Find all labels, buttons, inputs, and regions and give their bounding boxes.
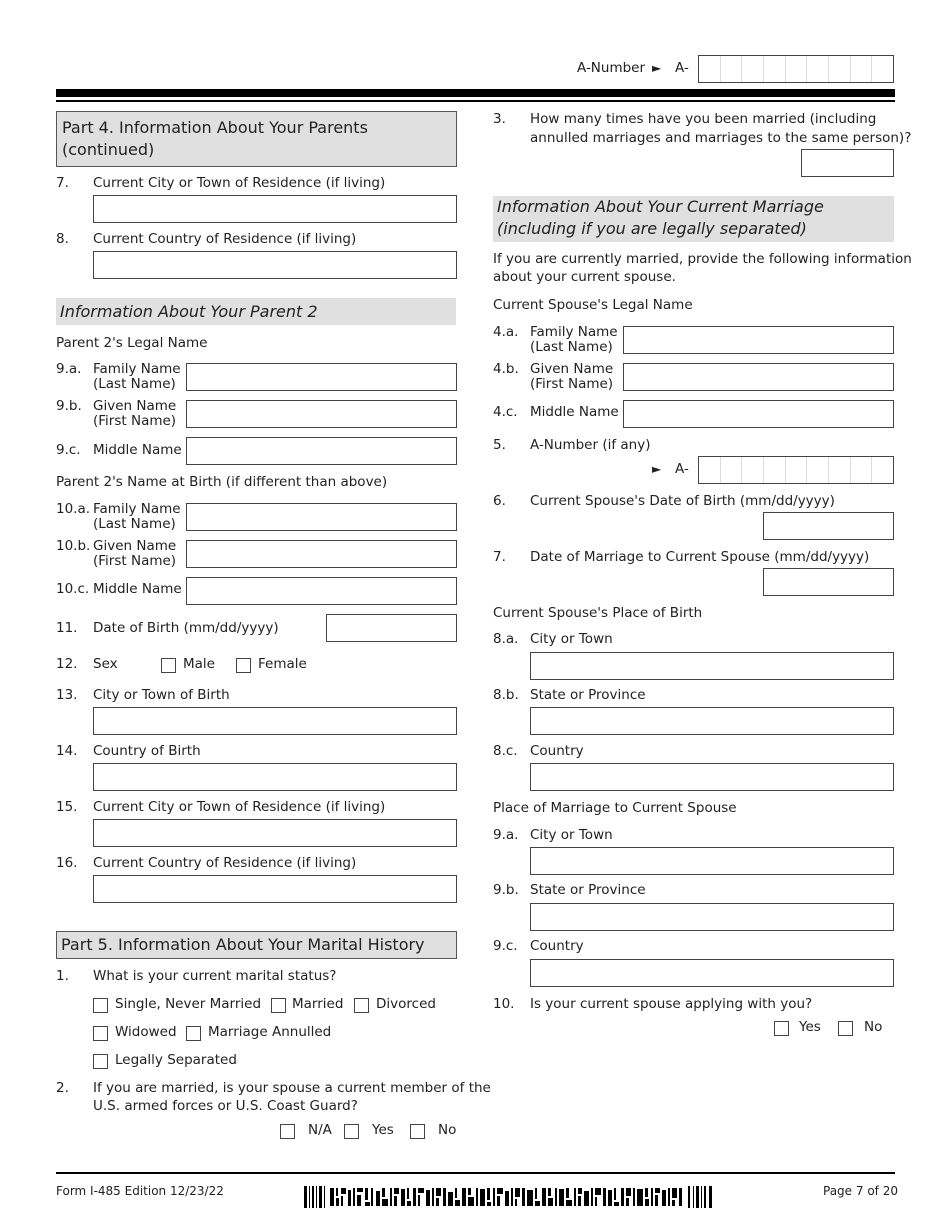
status-single-label: Single, Never Married bbox=[115, 996, 262, 1012]
current-marriage-title: Information About Your Current Marriage bbox=[497, 197, 824, 216]
r-q3-label: How many times have you been married (including bbox=[530, 111, 877, 127]
page-number: Page 7 of 20 bbox=[823, 1184, 898, 1198]
r-q9b-number: 9.b. bbox=[493, 882, 519, 898]
r-q9a-label: City or Town bbox=[530, 827, 613, 843]
q13-number: 13. bbox=[56, 687, 78, 703]
status-separated-label: Legally Separated bbox=[115, 1052, 237, 1068]
armed-forces-na-label: N/A bbox=[308, 1122, 332, 1138]
status-single-checkbox[interactable] bbox=[93, 998, 108, 1013]
armed-forces-yes-label: Yes bbox=[372, 1122, 394, 1138]
q9a-number: 9.a. bbox=[56, 361, 82, 377]
q10c-number: 10.c. bbox=[56, 581, 90, 597]
spouse-a-number-prefix: A- bbox=[675, 461, 689, 477]
q10a-number: 10.a. bbox=[56, 501, 91, 517]
r-q7-label: Date of Marriage to Current Spouse (mm/dd/yyyy) bbox=[530, 549, 870, 565]
q9b-sublabel: (First Name) bbox=[93, 413, 177, 429]
r-q8c-label: Country bbox=[530, 743, 584, 759]
spouse-middle-name-input[interactable] bbox=[623, 400, 894, 428]
parent2-legal-name-label: Parent 2's Legal Name bbox=[56, 335, 208, 351]
part5-header: Part 5. Information About Your Marital History bbox=[56, 931, 457, 959]
status-divorced-label: Divorced bbox=[376, 996, 436, 1012]
spouse-applying-no-checkbox[interactable] bbox=[838, 1021, 853, 1036]
barcode-image bbox=[304, 1186, 714, 1208]
spouse-applying-yes-checkbox[interactable] bbox=[774, 1021, 789, 1036]
status-married-checkbox[interactable] bbox=[271, 998, 286, 1013]
status-divorced-checkbox[interactable] bbox=[354, 998, 369, 1013]
r-q9a-number: 9.a. bbox=[493, 827, 519, 843]
p5q2-number: 2. bbox=[56, 1080, 69, 1096]
parent2-residence-country-input[interactable] bbox=[93, 251, 457, 279]
barcode-graphic bbox=[304, 1186, 714, 1208]
r-q8b-label: State or Province bbox=[530, 687, 646, 703]
birth-name-label: Parent 2's Name at Birth (if different than above) bbox=[56, 474, 388, 490]
parent2-residence-city-input[interactable] bbox=[93, 195, 457, 223]
spouse-birth-state-input[interactable] bbox=[530, 707, 894, 735]
q12-number: 12. bbox=[56, 656, 78, 672]
q10b-label: Given Name bbox=[93, 538, 177, 554]
r-q8c-number: 8.c. bbox=[493, 743, 518, 759]
q11-label: Date of Birth (mm/dd/yyyy) bbox=[93, 620, 279, 636]
r-q9b-label: State or Province bbox=[530, 882, 646, 898]
parent2-family-name-input[interactable] bbox=[186, 363, 457, 391]
spouse-a-number-arrow-icon: ► bbox=[652, 462, 662, 476]
q9b-number: 9.b. bbox=[56, 398, 82, 414]
p5q2-label: If you are married, is your spouse a current member of the bbox=[93, 1080, 491, 1096]
spouse-given-name-input[interactable] bbox=[623, 363, 894, 391]
spouse-a-number-input[interactable] bbox=[698, 456, 894, 484]
spouse-birth-city-input[interactable] bbox=[530, 652, 894, 680]
a-number-input[interactable] bbox=[698, 55, 894, 83]
parent2-dob-input[interactable] bbox=[326, 614, 457, 642]
current-marriage-header bbox=[493, 196, 894, 242]
spouse-pob-label: Current Spouse's Place of Birth bbox=[493, 605, 703, 621]
marriage-city-input[interactable] bbox=[530, 847, 894, 875]
marriage-country-input[interactable] bbox=[530, 959, 894, 987]
q15-number: 15. bbox=[56, 799, 78, 815]
r-q4b-sublabel: (First Name) bbox=[530, 376, 614, 392]
sex-female-label: Female bbox=[258, 656, 307, 672]
a-prefix: A- bbox=[675, 60, 689, 76]
form-edition: Form I-485 Edition 12/23/22 bbox=[56, 1184, 224, 1198]
r-q4a-label: Family Name bbox=[530, 324, 618, 340]
parent2-birth-family-name-input[interactable] bbox=[186, 503, 457, 531]
header-rule-thin bbox=[56, 100, 895, 102]
parent2-middle-name-input[interactable] bbox=[186, 437, 457, 465]
part4-title: Part 4. Information About Your Parents bbox=[62, 118, 368, 137]
q7-number: 7. bbox=[56, 175, 69, 191]
sex-male-label: Male bbox=[183, 656, 215, 672]
q9a-label: Family Name bbox=[93, 361, 181, 377]
q15-label: Current City or Town of Residence (if living) bbox=[93, 799, 386, 815]
r-q5-number: 5. bbox=[493, 437, 506, 453]
status-separated-checkbox[interactable] bbox=[93, 1054, 108, 1069]
header-rule bbox=[56, 89, 895, 97]
spouse-dob-input[interactable] bbox=[763, 512, 894, 540]
r-q6-number: 6. bbox=[493, 493, 506, 509]
intro-text-cont: about your current spouse. bbox=[493, 269, 676, 285]
q9c-label: Middle Name bbox=[93, 442, 182, 458]
q7-label: Current City or Town of Residence (if living) bbox=[93, 175, 386, 191]
status-annulled-checkbox[interactable] bbox=[186, 1026, 201, 1041]
r-q10-number: 10. bbox=[493, 996, 515, 1012]
q14-number: 14. bbox=[56, 743, 78, 759]
parent2-header: Information About Your Parent 2 bbox=[56, 298, 456, 325]
spouse-applying-yes-label: Yes bbox=[799, 1019, 821, 1035]
armed-forces-na-checkbox[interactable] bbox=[280, 1124, 295, 1139]
intro-text: If you are currently married, provide the following information bbox=[493, 251, 912, 267]
r-q9c-number: 9.c. bbox=[493, 938, 518, 954]
parent2-birth-country-input[interactable] bbox=[93, 763, 457, 791]
times-married-input[interactable] bbox=[801, 149, 894, 177]
footer-rule bbox=[56, 1172, 895, 1174]
p5q2-label-cont: U.S. armed forces or U.S. Coast Guard? bbox=[93, 1098, 358, 1114]
q16-label: Current Country of Residence (if living) bbox=[93, 855, 357, 871]
armed-forces-no-label: No bbox=[438, 1122, 457, 1138]
q8-label: Current Country of Residence (if living) bbox=[93, 231, 357, 247]
sex-male-checkbox[interactable] bbox=[161, 658, 176, 673]
q9c-number: 9.c. bbox=[56, 442, 81, 458]
parent2-birth-city-input[interactable] bbox=[93, 707, 457, 735]
r-q4b-label: Given Name bbox=[530, 361, 614, 377]
q9a-sublabel: (Last Name) bbox=[93, 376, 176, 392]
parent2-birth-middle-name-input[interactable] bbox=[186, 577, 457, 605]
marriage-place-label: Place of Marriage to Current Spouse bbox=[493, 800, 737, 816]
r-q4c-label: Middle Name bbox=[530, 404, 619, 420]
q10a-sublabel: (Last Name) bbox=[93, 516, 176, 532]
r-q5-label: A-Number (if any) bbox=[530, 437, 651, 453]
spouse-legal-name-label: Current Spouse's Legal Name bbox=[493, 297, 693, 313]
part4-title-cont: (continued) bbox=[62, 140, 155, 159]
current-marriage-subtitle: (including if you are legally separated) bbox=[497, 219, 807, 238]
r-q10-label: Is your current spouse applying with you? bbox=[530, 996, 813, 1012]
parent2-current-country-input[interactable] bbox=[93, 875, 457, 903]
q13-label: City or Town of Birth bbox=[93, 687, 230, 703]
arrow-icon: ► bbox=[652, 61, 662, 75]
r-q8a-number: 8.a. bbox=[493, 631, 519, 647]
status-married-label: Married bbox=[292, 996, 344, 1012]
r-q8a-label: City or Town bbox=[530, 631, 613, 647]
q10b-number: 10.b. bbox=[56, 538, 91, 554]
r-q8b-number: 8.b. bbox=[493, 687, 519, 703]
part4-header bbox=[56, 111, 457, 167]
q16-number: 16. bbox=[56, 855, 78, 871]
q11-number: 11. bbox=[56, 620, 78, 636]
q9b-label: Given Name bbox=[93, 398, 177, 414]
r-q3-label-cont: annulled marriages and marriages to the same person)? bbox=[530, 130, 912, 146]
spouse-family-name-input[interactable] bbox=[623, 326, 894, 354]
q8-number: 8. bbox=[56, 231, 69, 247]
r-q9c-label: Country bbox=[530, 938, 584, 954]
status-widowed-checkbox[interactable] bbox=[93, 1026, 108, 1041]
sex-female-checkbox[interactable] bbox=[236, 658, 251, 673]
armed-forces-no-checkbox[interactable] bbox=[410, 1124, 425, 1139]
q10a-label: Family Name bbox=[93, 501, 181, 517]
status-annulled-label: Marriage Annulled bbox=[208, 1024, 332, 1040]
q12-label: Sex bbox=[93, 656, 118, 672]
r-q6-label: Current Spouse's Date of Birth (mm/dd/yyyy) bbox=[530, 493, 835, 509]
q10c-label: Middle Name bbox=[93, 581, 182, 597]
r-q4b-number: 4.b. bbox=[493, 361, 519, 377]
spouse-applying-no-label: No bbox=[864, 1019, 883, 1035]
armed-forces-yes-checkbox[interactable] bbox=[344, 1124, 359, 1139]
r-q7-number: 7. bbox=[493, 549, 506, 565]
spouse-birth-country-input[interactable] bbox=[530, 763, 894, 791]
q14-label: Country of Birth bbox=[93, 743, 201, 759]
status-widowed-label: Widowed bbox=[115, 1024, 177, 1040]
p5q1-number: 1. bbox=[56, 968, 69, 984]
marriage-date-input[interactable] bbox=[763, 568, 894, 596]
r-q4a-sublabel: (Last Name) bbox=[530, 339, 613, 355]
parent2-birth-given-name-input[interactable] bbox=[186, 540, 457, 568]
r-q3-number: 3. bbox=[493, 111, 506, 127]
p5q1-label: What is your current marital status? bbox=[93, 968, 337, 984]
q10b-sublabel: (First Name) bbox=[93, 553, 177, 569]
a-number-label: A-Number bbox=[577, 60, 646, 76]
parent2-given-name-input[interactable] bbox=[186, 400, 457, 428]
parent2-current-city-input[interactable] bbox=[93, 819, 457, 847]
r-q4a-number: 4.a. bbox=[493, 324, 519, 340]
r-q4c-number: 4.c. bbox=[493, 404, 518, 420]
marriage-state-input[interactable] bbox=[530, 903, 894, 931]
